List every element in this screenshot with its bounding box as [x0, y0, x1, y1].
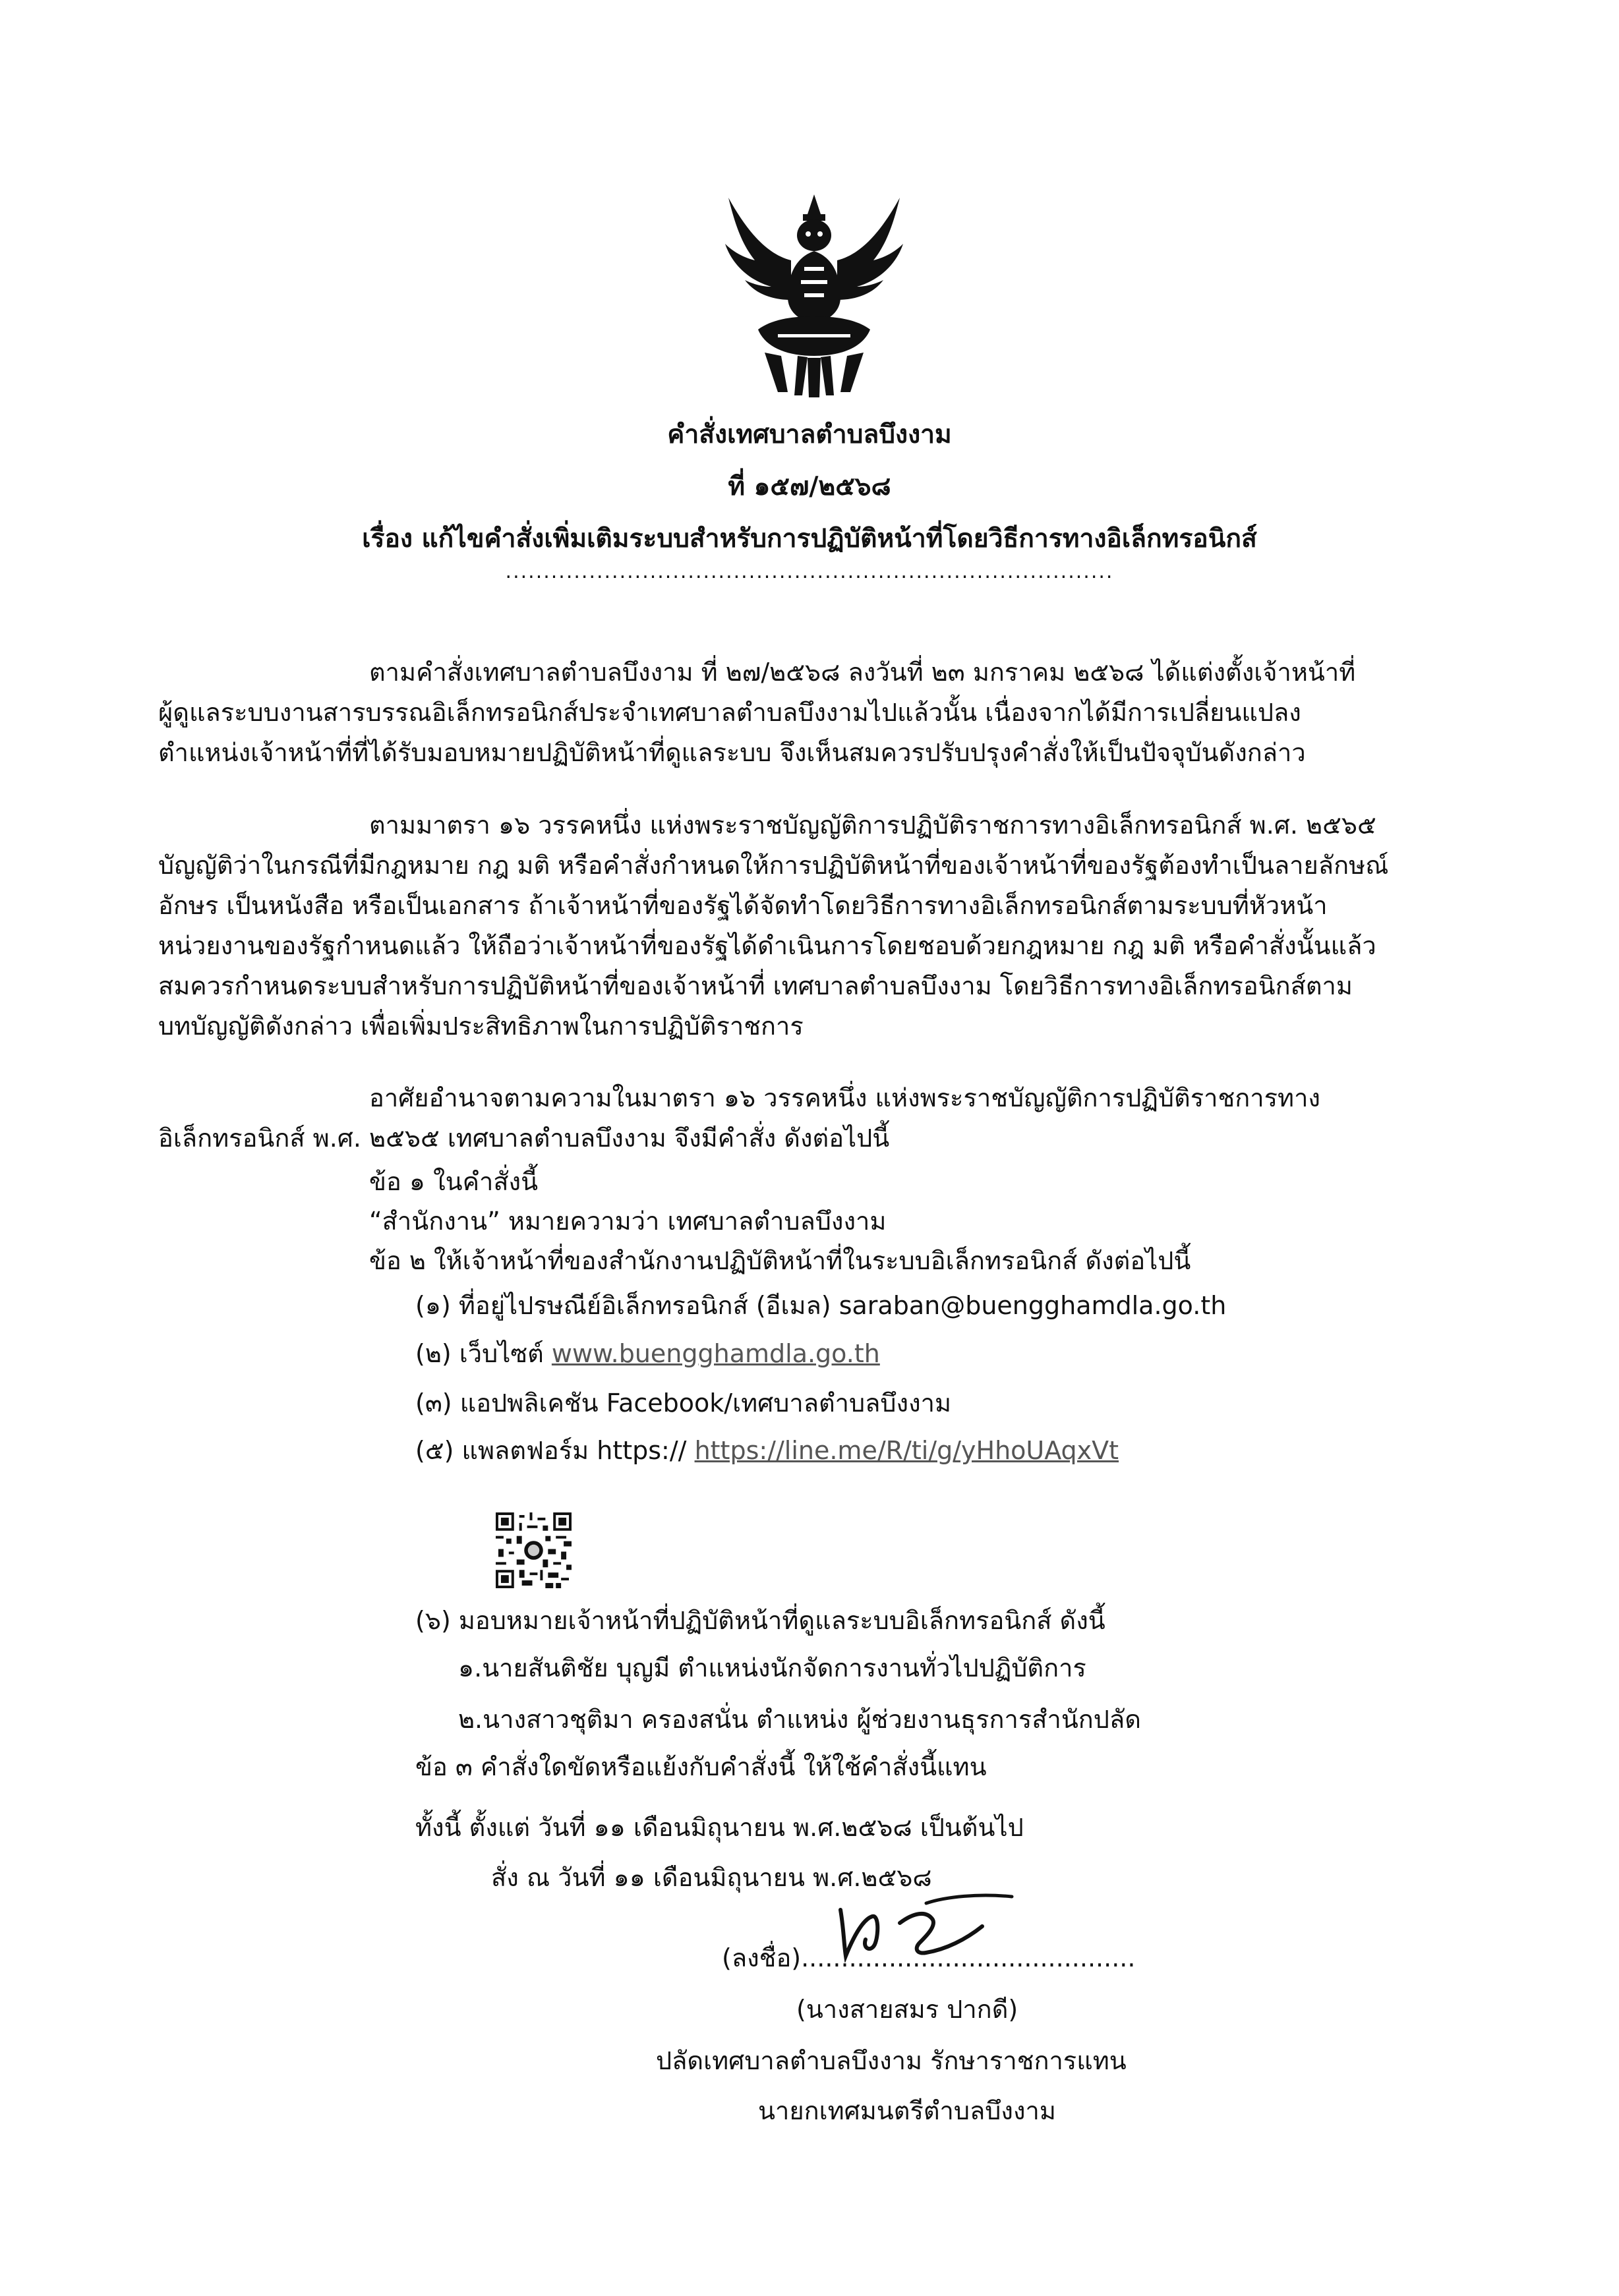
title-rule: ................................................................................	[505, 560, 1114, 583]
paragraph-line: หน่วยงานของรัฐกำหนดแล้ว ให้ถือว่าเจ้าหน้าที่ของรัฐได้ดำเนินการโดยชอบด้วยกฎหมาย กฎ มติ หรือคำสั่งนั้นแล้ว	[158, 931, 1376, 960]
item-website	[415, 1333, 880, 1373]
clause-3: ข้อ ๓ คำสั่งใดขัดหรือแย้งกับคำสั่งนี้ ให้ใช้คำสั่งนี้แทน	[415, 1752, 987, 1781]
officer-1: ๑.นายสันติชัย บุญมี ตำแหน่งนักจัดการงานทั่วไปปฏิบัติการ	[458, 1653, 1086, 1682]
paragraph-1	[158, 652, 1450, 773]
signer-position-1: ปลัดเทศบาลตำบลบึงงาม รักษาราชการแทน	[656, 2046, 1127, 2075]
definition-office: “สำนักงาน” หมายความว่า เทศบาลตำบลบึงงาม	[369, 1207, 887, 1236]
document-subject: เรื่อง แก้ไขคำสั่งเพิ่มเติมระบบสำหรับการปฏิบัติหน้าที่โดยวิธีการทางอิเล็กทรอนิกส์	[362, 524, 1257, 554]
paragraph-line: อิเล็กทรอนิกส์ พ.ศ. ๒๕๖๕ เทศบาลตำบลบึงงาม จึงมีคำสั่ง ดังต่อไปนี้	[158, 1124, 890, 1153]
paragraph-line: ตามคำสั่งเทศบาลตำบลบึงงาม ที่ ๒๗/๒๕๖๘ ลงวันที่ ๒๓ มกราคม ๒๕๖๘ ได้แต่งตั้งเจ้าหน้าที่	[369, 658, 1356, 687]
paragraph-line: สมควรกำหนดระบบสำหรับการปฏิบัติหน้าที่ของเจ้าหน้าที่ เทศบาลตำบลบึงงาม โดยวิธีการทางอิเล็กทรอนิกส์ตาม	[158, 971, 1353, 1000]
paragraph-line: ผู้ดูแลระบบงานสารบรรณอิเล็กทรอนิกส์ประจำเทศบาลตำบลบึงงามไปแล้วนั้น เนื่องจากได้มีการเปลี่ยนแปลง	[158, 698, 1301, 727]
clause-1: ข้อ ๑ ในคำสั่งนี้	[369, 1167, 539, 1196]
website-link[interactable]: www.buengghamdla.go.th	[551, 1339, 880, 1368]
paragraph-line: อักษร เป็นหนังสือ หรือเป็นเอกสาร ถ้าเจ้าหน้าที่ของรัฐได้จัดทำโดยวิธีการทางอิเล็กทรอนิกส์ตามระบบที่หัวหน้า	[158, 891, 1328, 920]
paragraph-line: ตำแหน่งเจ้าหน้าที่ที่ได้รับมอบหมายปฏิบัติหน้าที่ดูแลระบบ จึงเห็นสมควรปรับปรุงคำสั่งให้เป็นปัจจุบันดังกล่าว	[158, 738, 1306, 767]
effective-date: ทั้งนี้ ตั้งแต่ วันที่ ๑๑ เดือนมิถุนายน พ.ศ.๒๕๖๘ เป็นต้นไป	[415, 1813, 1024, 1842]
paragraph-line: อาศัยอำนาจตามความในมาตรา ๑๖ วรรคหนึ่ง แห่งพระราชบัญญัติการปฏิบัติราชการทาง	[369, 1083, 1320, 1112]
signer-position-2: นายกเทศมนตรีตำบลบึงงาม	[758, 2096, 1056, 2125]
item-platform-label: (๕) แพลตฟอร์ม https://	[415, 1436, 695, 1465]
signature-line: (ลงชื่อ)..........................................	[722, 1943, 1136, 1972]
paragraph-3	[158, 1078, 1450, 1159]
item-platform	[415, 1430, 1119, 1470]
clause-2: ข้อ ๒ ให้เจ้าหน้าที่ของสำนักงานปฏิบัติหน้าที่ในระบบอิเล็กทรอนิกส์ ดังต่อไปนี้	[369, 1246, 1191, 1275]
paragraph-line: บัญญัติว่าในกรณีที่มีกฎหมาย กฎ มติ หรือคำสั่งกำหนดให้การปฏิบัติหน้าที่ของเจ้าหน้าที่ของรัฐต้องทำเป็นลายลักษณ์	[158, 851, 1389, 880]
paragraph-line: บทบัญญัติดังกล่าว เพื่อเพิ่มประสิทธิภาพในการปฏิบัติราชการ	[158, 1012, 804, 1041]
officer-2: ๒.นางสาวชุติมา ครองสนั่น ตำแหน่ง ผู้ช่วยงานธุรการสำนักปลัด	[458, 1705, 1141, 1734]
item-website-label: (๒) เว็บไซต์	[415, 1339, 552, 1368]
order-date: สั่ง ณ วันที่ ๑๑ เดือนมิถุนายน พ.ศ.๒๕๖๘	[491, 1863, 932, 1892]
item-email: (๑) ที่อยู่ไปรษณีย์อิเล็กทรอนิกส์ (อีเมล) saraban@buengghamdla.go.th	[415, 1291, 1227, 1320]
signer-name: (นางสายสมร ปากดี)	[796, 1995, 1018, 2024]
item-assignment: (๖) มอบหมายเจ้าหน้าที่ปฏิบัติหน้าที่ดูแลระบบอิเล็กทรอนิกส์ ดังนี้	[415, 1606, 1105, 1635]
paragraph-2	[158, 805, 1450, 1047]
qr-code-icon	[496, 1512, 572, 1588]
garuda-emblem-icon	[719, 188, 910, 402]
line-link[interactable]: https://line.me/R/ti/g/yHhoUAqxVt	[694, 1436, 1119, 1465]
item-facebook: (๓) แอปพลิเคชัน Facebook/เทศบาลตำบลบึงงาม	[415, 1389, 952, 1418]
document-title: คำสั่งเทศบาลตำบลบึงงาม	[667, 420, 952, 449]
document-number: ที่ ๑๕๗/๒๕๖๘	[728, 472, 891, 502]
paragraph-line: ตามมาตรา ๑๖ วรรคหนึ่ง แห่งพระราชบัญญัติการปฏิบัติราชการทางอิเล็กทรอนิกส์ พ.ศ. ๒๕๖๕	[369, 811, 1376, 840]
